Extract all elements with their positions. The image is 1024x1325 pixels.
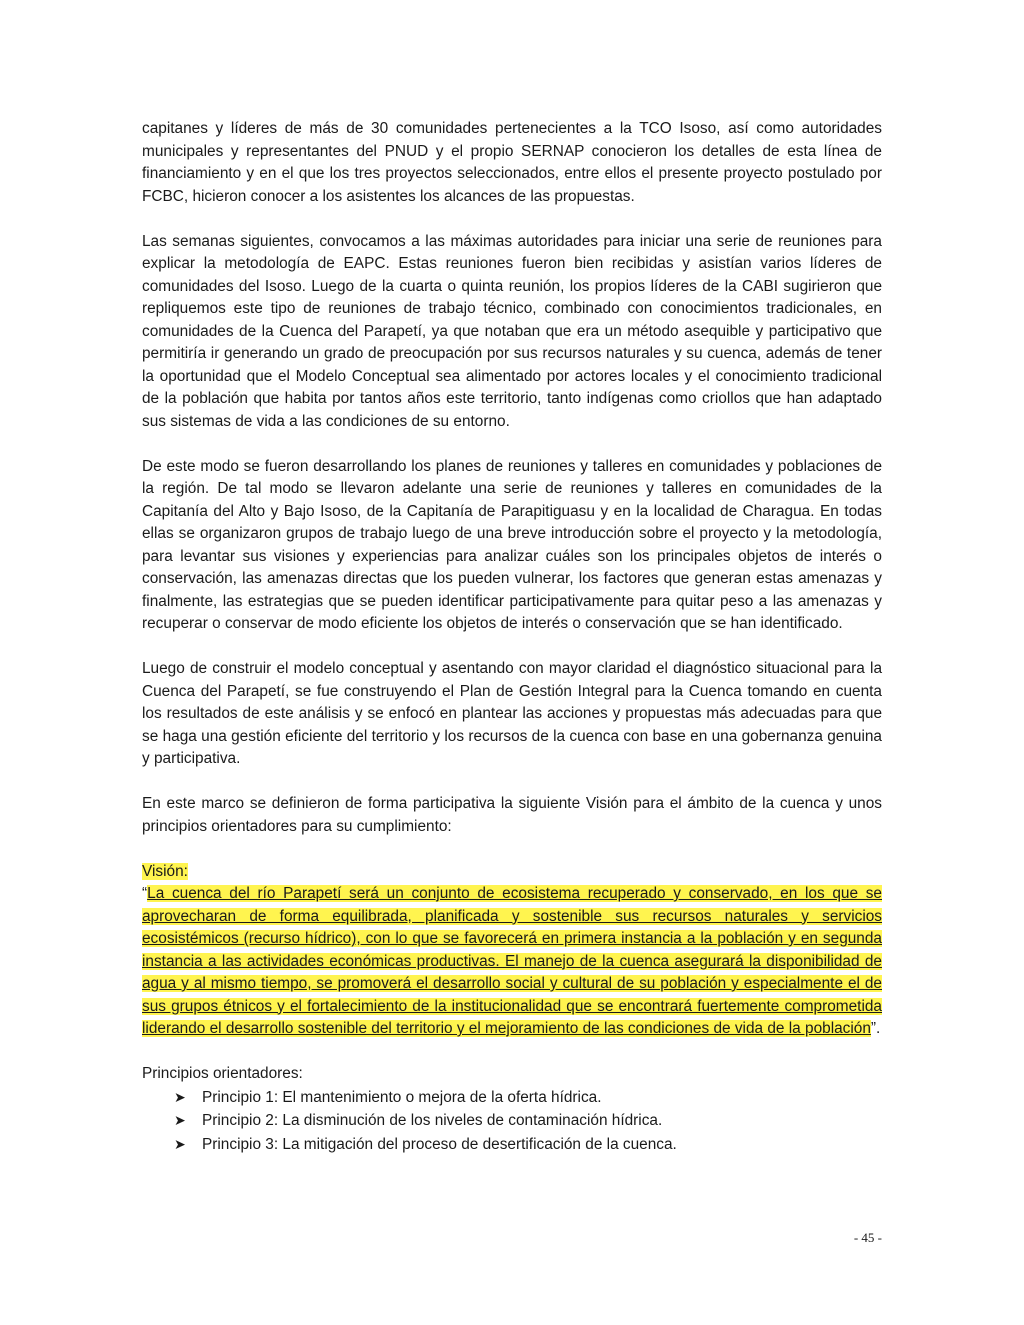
paragraph-3: De este modo se fueron desarrollando los planes de reuniones y talleres en comunidades y poblaciones de la región. De tal modo se llevaron adelante una serie de reuniones y talleres en comunidades de la Capitanía del Alto y Bajo Isoso, de la Capitanía de Parapitiguasu y en la localidad de Charagua. En todas ellas se organizaron grupos de trabajo luego de una breve introducción sobre el proyecto y la metodología, para levantar sus visiones y experiencias para analizar cuáles son los principales objetos de interés o conservación, las amenazas directas que los pueden vulnerar, los factores que generan estas amenazas y finalmente, las estrategias que se pueden identificar participativamente para quitar peso a las amenazas y recuperar o conservar de modo eficiente los objetos de interés o conservación que se han identificado. (142, 457, 882, 632)
list-item (174, 1086, 882, 1110)
arrowhead-bullet-icon: ➤ (174, 1112, 186, 1128)
principles-section (142, 1063, 882, 1156)
vision-section (142, 861, 882, 1041)
principles-list (142, 1086, 882, 1157)
vision-statement-text: La cuenca del río Parapetí será un conjunto de ecosistema recuperado y conservado, en los que se aprovecharan de forma equilibrada, planificada y sostenible sus recursos naturales y servicios ecosistémicos (recurso hídrico), con lo que se favorecerá en primera instancia a la población y en segunda instancia a las actividades económicas productivas. El manejo de la cuenca asegurará la disponibilidad de agua y al mismo tiempo, se promoverá el desarrollo social y cultural de su población y especialmente el de sus grupos étnicos y el fortalecimiento de la institucionalidad que se encontrará fuertemente comprometida liderando el desarrollo sostenible del territorio y el mejoramiento de las condiciones de vida de la población (142, 885, 882, 1037)
principle-text: Principio 2: La disminución de los niveles de contaminación hídrica. (202, 1112, 663, 1129)
principles-heading: Principios orientadores: (142, 1065, 303, 1082)
arrowhead-bullet-icon: ➤ (174, 1135, 186, 1152)
arrowhead-bullet-icon: ➤ (174, 1088, 186, 1105)
vision-heading-text: Visión: (142, 862, 188, 880)
principle-text: Principio 3: La mitigación del proceso de desertificación de la cuenca. (202, 1135, 677, 1153)
list-item (174, 1133, 882, 1157)
vision-heading (142, 861, 882, 884)
paragraph-4: Luego de construir el modelo conceptual y asentando con mayor claridad el diagnóstico situacional para la Cuenca del Parapetí, se fue construyendo el Plan de Gestión Integral para la Cuenca tomando en cuenta los resultados de este análisis y se enfocó en plantear las acciones y propuestas más adecuadas para que se haga una gestión eficiente del territorio y los recursos de la cuenca con base en una gobernanza genuina y participativa. (142, 660, 882, 767)
principle-text: Principio 1: El mantenimiento o mejora de la oferta hídrica. (202, 1088, 602, 1106)
paragraph-1: capitanes y líderes de más de 30 comunidades pertenecientes a la TCO Isoso, así como autoridades municipales y representantes del PNUD y el propio SERNAP conocieron los detalles de esta línea de financiamiento y en el que los tres proyectos seleccionados, entre ellos el presente proyecto postulado por FCBC, hicieron conocer a los asistentes los alcances de las propuestas. (142, 120, 882, 205)
vision-statement (142, 883, 882, 1041)
vision-close-quote: ”. (870, 1020, 881, 1037)
list-item (174, 1109, 882, 1133)
page-content (142, 118, 882, 1156)
paragraph-5: En este marco se definieron de forma participativa la siguiente Visión para el ámbito de la cuenca y unos principios orientadores para su cumplimiento: (142, 795, 882, 835)
vision-open-quote: “ (142, 885, 148, 902)
page-number: - 45 - (853, 1230, 882, 1245)
paragraph-2: Las semanas siguientes, convocamos a las máximas autoridades para iniciar una serie de reuniones para explicar la metodología de EAPC. Estas reuniones fueron bien recibidas y asistían varios líderes de comunidades del Isoso. Luego de la cuarta o quinta reunión, los propios líderes de la CABI sugirieron que repliquemos este tipo de reuniones de trabajo técnico, combinado con conocimientos tradicionales, en comunidades de la Cuenca del Parapetí, ya que notaban que era un método asequible y participativo que permitiría ir generando un grado de preocupación por sus recursos naturales y su cuenca, además de tener la oportunidad que el Modelo Conceptual sea alimentado por actores locales y el conocimiento tradicional de la población que habita por tantos años este territorio, tanto indígenas como criollos que han adaptado sus sistemas de vida a las condiciones de su entorno. (142, 232, 882, 430)
